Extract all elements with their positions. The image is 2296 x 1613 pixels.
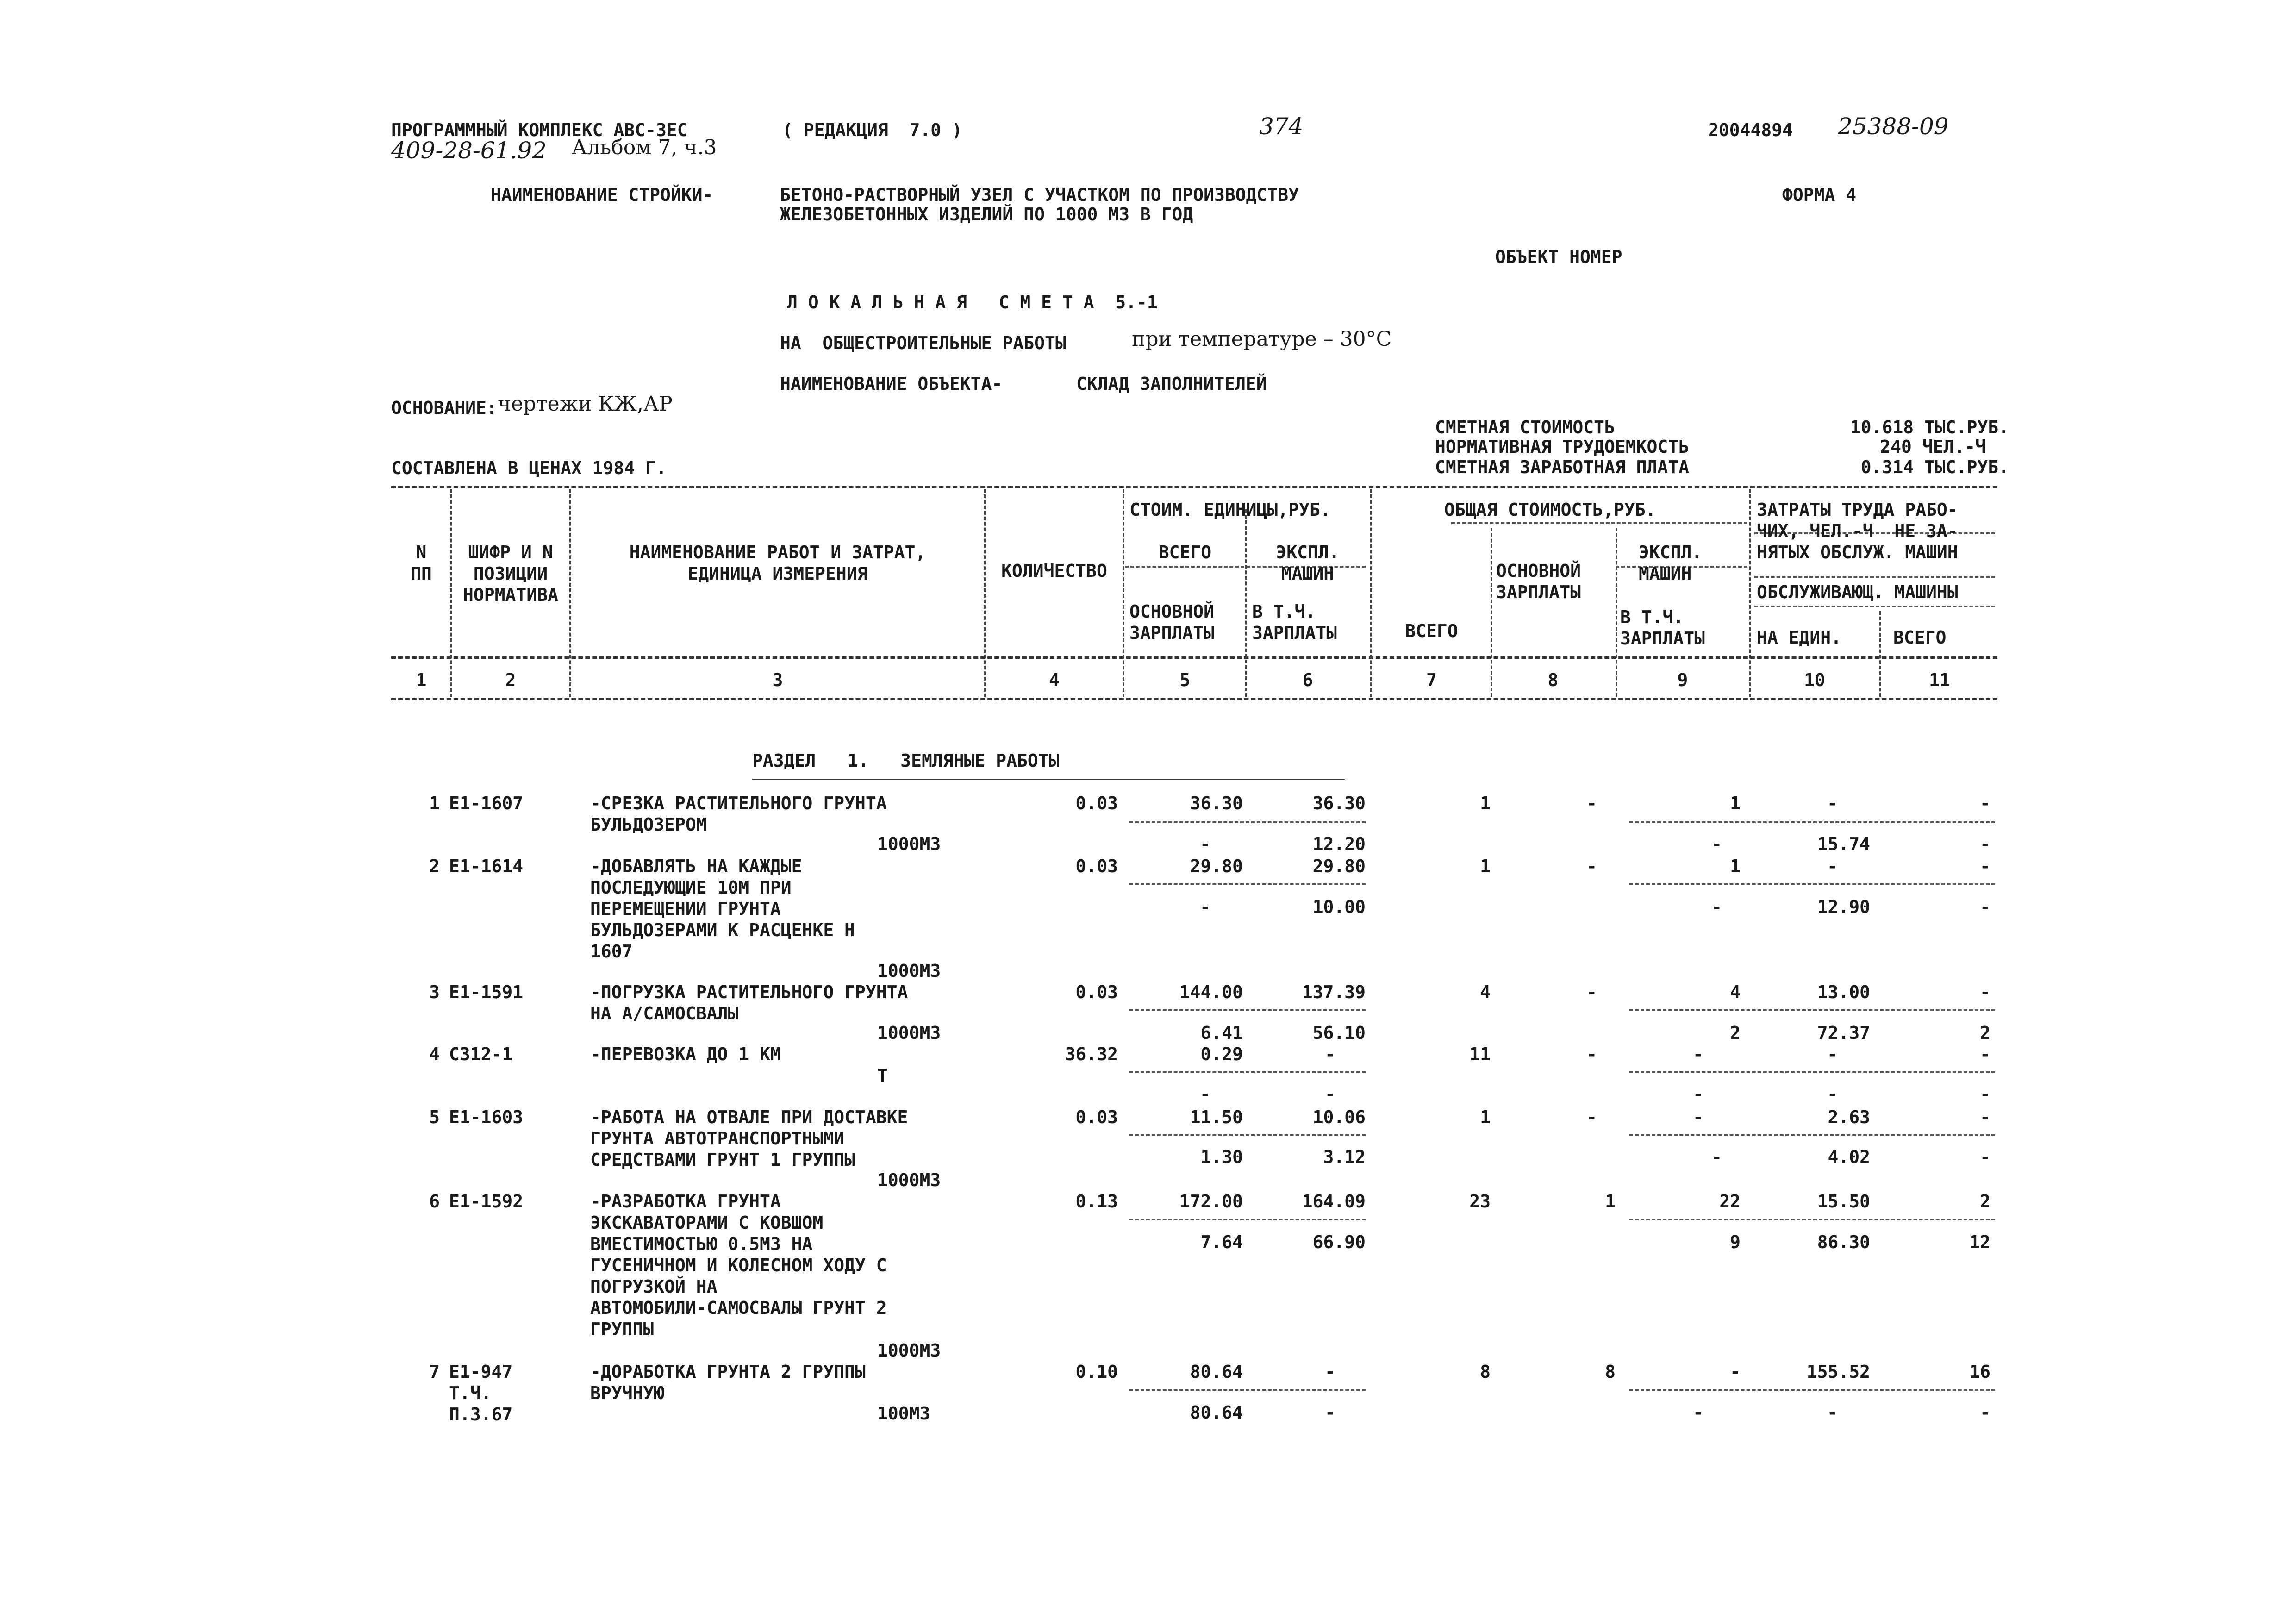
row-unit-total: 0.29 <box>1200 1044 1243 1064</box>
row-labor-total: - <box>1980 982 1990 1002</box>
col-header-unit-mwage: В Т.Ч. ЗАРПЛАТЫ <box>1252 601 1337 643</box>
col-number: 1 <box>416 670 427 690</box>
row-total-mwage: - <box>1693 1084 1703 1104</box>
row-mach-total: - <box>1980 834 1990 854</box>
cell-divider <box>1629 1219 1995 1220</box>
col-header-n: N ПП <box>411 542 432 584</box>
row-unit: 1000М3 <box>877 1023 941 1043</box>
col-number: 11 <box>1929 670 1950 690</box>
row-mach-unit: 4.02 <box>1828 1147 1870 1167</box>
row-labor-total: 2 <box>1980 1191 1990 1212</box>
summary-cost-label: СМЕТНАЯ СТОИМОСТЬ <box>1435 417 1615 438</box>
row-labor-unit: - <box>1827 1044 1838 1064</box>
summary-cost-value: 10.618 ТЫС.РУБ. <box>1850 417 2009 438</box>
cell-divider <box>1129 1134 1366 1136</box>
col-sep <box>1616 528 1617 697</box>
row-total: 23 <box>1469 1191 1491 1212</box>
col-number: 2 <box>505 670 516 690</box>
row-total-mach: - <box>1693 1107 1703 1127</box>
row-total-wage: - <box>1586 1107 1597 1127</box>
estimate-subtitle: НА ОБЩЕСТРОИТЕЛЬНЫЕ РАБОТЫ <box>780 333 1066 353</box>
program-name: ПРОГРАММНЫЙ КОМПЛЕКС АВС-ЗЕС <box>391 120 688 140</box>
row-total-mwage: - <box>1711 834 1722 854</box>
row-unit-wage: 6.41 <box>1200 1023 1243 1043</box>
row-unit-mach: 10.06 <box>1312 1107 1366 1127</box>
col-sep <box>1879 611 1881 697</box>
col-sep <box>450 489 452 697</box>
row-labor-unit: - <box>1827 856 1838 876</box>
row-unit-wage: 1.30 <box>1200 1147 1243 1167</box>
cell-divider <box>1129 1071 1366 1073</box>
row-labor-total: 16 <box>1969 1362 1990 1382</box>
row-labor-total: - <box>1980 856 1990 876</box>
cell-divider <box>1629 821 1995 823</box>
row-unit-mach: - <box>1325 1044 1335 1064</box>
row-name: -РАБОТА НА ОТВАЛЕ ПРИ ДОСТАВКЕ ГРУНТА АВТОТРАНСПОРТНЫМИ СРЕДСТВАМИ ГРУНТ 1 ГРУППЫ <box>590 1107 908 1170</box>
row-code: Е1-1591 <box>449 982 524 1002</box>
row-total: 1 <box>1480 793 1491 813</box>
col-number: 5 <box>1179 670 1191 690</box>
col-header-labor-total: ВСЕГО <box>1893 627 1947 648</box>
row-unit-wage: - <box>1200 834 1210 854</box>
row-qty: 36.32 <box>1065 1044 1118 1064</box>
row-name: -ДОБАВЛЯТЬ НА КАЖДЫЕ ПОСЛЕДУЮЩИЕ 10М ПРИ ПЕРЕМЕЩЕНИИ ГРУНТА БУЛЬДОЗЕРАМИ К РАСЦЕНКЕ Н 1607 <box>590 856 855 962</box>
album-code: 409-28-61.92 <box>391 137 547 164</box>
row-mach-total: 12 <box>1969 1232 1990 1252</box>
row-total-mwage: 9 <box>1730 1232 1741 1252</box>
row-mach-total: - <box>1980 897 1990 917</box>
group-labor-rule2 <box>1754 576 1995 578</box>
row-qty: 0.03 <box>1075 793 1118 813</box>
row-code: Е1-1607 <box>449 793 524 813</box>
row-mach-unit: 86.30 <box>1817 1232 1870 1252</box>
group-header-unit-cost: СТОИМ. ЕДИНИЦЫ,РУБ. <box>1129 500 1331 520</box>
row-unit-mach: - <box>1325 1362 1335 1382</box>
cell-divider <box>1629 1389 1995 1391</box>
row-labor-total: - <box>1980 1044 1990 1064</box>
row-unit-mwage: - <box>1325 1402 1335 1423</box>
construction-line1: БЕТОНО-РАСТВОРНЫЙ УЗЕЛ С УЧАСТКОМ ПО ПРОИЗВОДСТВУ <box>780 185 1299 205</box>
row-qty: 0.10 <box>1075 1362 1118 1382</box>
col-number: 3 <box>772 670 783 690</box>
construction-label: НАИМЕНОВАНИЕ СТРОЙКИ- <box>491 185 713 205</box>
row-unit-wage: - <box>1200 1084 1210 1104</box>
col-sep <box>1370 489 1372 697</box>
row-total-mach: 22 <box>1719 1191 1741 1212</box>
row-total-wage: - <box>1586 1044 1597 1064</box>
row-unit-wage: 80.64 <box>1190 1402 1243 1423</box>
row-code: С312-1 <box>449 1044 513 1064</box>
row-n: 7 <box>429 1362 440 1382</box>
group-header-labor-mach: ОБСЛУЖИВАЮЩ. МАШИНЫ <box>1757 582 1958 602</box>
col-number: 4 <box>1049 670 1060 690</box>
row-labor-total: - <box>1980 793 1990 813</box>
row-total-mach: - <box>1730 1362 1741 1382</box>
cell-divider <box>1629 1009 1995 1011</box>
row-unit-mwage: - <box>1325 1084 1335 1104</box>
col-sep <box>1123 489 1124 697</box>
col-number: 8 <box>1547 670 1559 690</box>
row-mach-total: - <box>1980 1084 1990 1104</box>
cell-divider <box>1629 1071 1995 1073</box>
row-mach-unit: 12.90 <box>1817 897 1870 917</box>
col-number: 9 <box>1677 670 1688 690</box>
table-header-rule <box>391 656 1997 659</box>
doc-code-handwritten: 25388-09 <box>1838 113 1949 140</box>
col-sep <box>569 489 571 697</box>
col-header-unit-wage: ОСНОВНОЙ ЗАРПЛАТЫ <box>1129 601 1215 643</box>
row-mach-unit: - <box>1827 1402 1838 1423</box>
col-header-total: ВСЕГО <box>1405 621 1458 641</box>
row-total-wage: - <box>1586 982 1597 1002</box>
object-name-label: НАИМЕНОВАНИЕ ОБЪЕКТА- <box>780 374 1003 394</box>
album-label: Альбом 7, ч.3 <box>572 136 717 159</box>
cell-divider <box>1129 883 1366 885</box>
estimate-subtitle-handwritten: при температуре – 30°С <box>1132 327 1392 351</box>
group-labor-rule3 <box>1754 606 1995 607</box>
row-unit: 1000М3 <box>877 834 941 854</box>
col-sep <box>1749 489 1751 697</box>
row-labor-unit: - <box>1827 793 1838 813</box>
construction-line2: ЖЕЛЕЗОБЕТОННЫХ ИЗДЕЛИЙ ПО 1000 М3 В ГОД <box>780 204 1193 225</box>
prices-basis: СОСТАВЛЕНА В ЦЕНАХ 1984 Г. <box>391 458 667 478</box>
row-unit-total: 80.64 <box>1190 1362 1243 1382</box>
row-unit-mach: 164.09 <box>1302 1191 1366 1212</box>
group-total-rule <box>1451 522 1747 524</box>
col-number: 6 <box>1302 670 1313 690</box>
summary-labor-value: 240 ЧЕЛ.-Ч <box>1880 437 1986 457</box>
row-unit-mach: 137.39 <box>1302 982 1366 1002</box>
col-header-total-wage: ОСНОВНОЙ ЗАРПЛАТЫ <box>1496 561 1581 602</box>
row-unit-mwage: 10.00 <box>1312 897 1366 917</box>
row-total-mach: 1 <box>1730 793 1741 813</box>
row-unit: Т <box>877 1065 888 1086</box>
col-header-total-mach: ЭКСПЛ. МАШИН <box>1639 542 1703 584</box>
row-unit-total: 29.80 <box>1190 856 1243 876</box>
col-sep <box>1245 509 1247 697</box>
row-unit-mach: 36.30 <box>1312 793 1366 813</box>
row-total: 1 <box>1480 856 1491 876</box>
row-unit-mwage: 3.12 <box>1323 1147 1366 1167</box>
row-qty: 0.03 <box>1075 982 1118 1002</box>
table-numbers-rule <box>391 698 1997 700</box>
page-number: 374 <box>1259 113 1304 140</box>
edition: ( РЕДАКЦИЯ 7.0 ) <box>782 120 962 140</box>
summary-wage-value: 0.314 ТЫС.РУБ. <box>1860 457 2009 477</box>
row-labor-unit: 13.00 <box>1817 982 1870 1002</box>
row-name: -РАЗРАБОТКА ГРУНТА ЭКСКАВАТОРАМИ С КОВШОМ ВМЕСТИМОСТЬЮ 0.5М3 НА ГУСЕНИЧНОМ И КОЛЕСНОМ ХОДУ С ПОГРУЗКОЙ НА АВТОМОБИЛИ-САМОСВАЛЫ ГРУНТ 2 ГРУППЫ <box>590 1191 887 1339</box>
cell-divider <box>1629 883 1995 885</box>
row-unit-total: 172.00 <box>1179 1191 1243 1212</box>
row-code: Е1-1603 <box>449 1107 524 1127</box>
row-unit-mwage: 12.20 <box>1312 834 1366 854</box>
col-header-name: НАИМЕНОВАНИЕ РАБОТ И ЗАТРАТ, ЕДИНИЦА ИЗМЕРЕНИЯ <box>629 542 926 584</box>
col-header-qty: КОЛИЧЕСТВО <box>1001 561 1107 581</box>
row-name: -ПЕРЕВОЗКА ДО 1 КМ <box>590 1044 781 1064</box>
col-sep <box>984 489 986 697</box>
row-qty: 0.03 <box>1075 1107 1118 1127</box>
row-unit: 1000М3 <box>877 1340 941 1361</box>
row-total: 11 <box>1469 1044 1491 1064</box>
row-code: Е1-1592 <box>449 1191 524 1212</box>
row-mach-total: - <box>1980 1147 1990 1167</box>
summary-wage-label: СМЕТНАЯ ЗАРАБОТНАЯ ПЛАТА <box>1435 457 1690 477</box>
summary-labor-label: НОРМАТИВНАЯ ТРУДОЕМКОСТЬ <box>1435 437 1690 457</box>
row-mach-unit: - <box>1827 1084 1838 1104</box>
col-header-unit-total: ВСЕГО <box>1158 542 1212 563</box>
col-header-labor-unit: НА ЕДИН. <box>1757 627 1842 648</box>
row-n: 4 <box>429 1044 440 1064</box>
estimate-title: Л О К А Л Ь Н А Я С М Е Т А 5.-1 <box>787 292 1158 313</box>
form-label: ФОРМА 4 <box>1782 185 1857 205</box>
row-labor-unit: 2.63 <box>1828 1107 1870 1127</box>
cell-divider <box>1129 821 1366 823</box>
cell-divider <box>1129 1009 1366 1011</box>
col-number: 7 <box>1426 670 1437 690</box>
row-mach-unit: 72.37 <box>1817 1023 1870 1043</box>
row-mach-unit: 15.74 <box>1817 834 1870 854</box>
row-total-mwage: - <box>1693 1402 1703 1423</box>
group-header-total-cost: ОБЩАЯ СТОИМОСТЬ,РУБ. <box>1444 500 1656 520</box>
row-total: 4 <box>1480 982 1491 1002</box>
row-n: 1 <box>429 793 440 813</box>
row-n: 6 <box>429 1191 440 1212</box>
section-underline <box>752 778 1345 782</box>
cell-divider <box>1629 1134 1995 1136</box>
row-unit-total: 144.00 <box>1179 982 1243 1002</box>
cell-divider <box>1129 1389 1366 1391</box>
row-unit-wage: - <box>1200 897 1210 917</box>
row-total-mwage: 2 <box>1730 1023 1741 1043</box>
row-code: Е1-1614 <box>449 856 524 876</box>
row-mach-total: - <box>1980 1402 1990 1423</box>
row-unit: 1000М3 <box>877 1170 941 1190</box>
row-mach-total: 2 <box>1980 1023 1990 1043</box>
row-unit-mwage: 56.10 <box>1312 1023 1366 1043</box>
table-top-rule <box>391 486 1997 488</box>
row-code: Е1-947 Т.Ч. П.3.67 <box>449 1362 513 1425</box>
row-name: -СРЕЗКА РАСТИТЕЛЬНОГО ГРУНТА БУЛЬДОЗЕРОМ <box>590 793 887 835</box>
row-unit-mwage: 66.90 <box>1312 1232 1366 1252</box>
row-name: -ДОРАБОТКА ГРУНТА 2 ГРУППЫ ВРУЧНУЮ <box>590 1362 866 1403</box>
row-total-mwage: - <box>1711 897 1722 917</box>
row-total-wage: - <box>1586 856 1597 876</box>
row-labor-unit: 15.50 <box>1817 1191 1870 1212</box>
col-header-unit-mach: ЭКСПЛ. МАШИН <box>1276 542 1340 584</box>
row-unit: 1000М3 <box>877 961 941 981</box>
row-n: 3 <box>429 982 440 1002</box>
row-unit-total: 11.50 <box>1190 1107 1243 1127</box>
row-name: -ПОГРУЗКА РАСТИТЕЛЬНОГО ГРУНТА НА А/САМОСВАЛЫ <box>590 982 908 1024</box>
row-unit-wage: 7.64 <box>1200 1232 1243 1252</box>
cell-divider <box>1129 1219 1366 1220</box>
row-labor-unit: 155.52 <box>1806 1362 1870 1382</box>
row-unit-mach: 29.80 <box>1312 856 1366 876</box>
row-unit: 100М3 <box>877 1403 930 1424</box>
object-name: СКЛАД ЗАПОЛНИТЕЛЕЙ <box>1076 374 1267 394</box>
row-total-mwage: - <box>1711 1147 1722 1167</box>
row-n: 2 <box>429 856 440 876</box>
row-total: 1 <box>1480 1107 1491 1127</box>
basis-handwritten: чертежи КЖ,АР <box>498 392 673 416</box>
row-qty: 0.03 <box>1075 856 1118 876</box>
basis-label: ОСНОВАНИЕ: <box>391 398 497 418</box>
group-header-labor: ЗАТРАТЫ ТРУДА РАБО- ЧИХ, ЧЕЛ.-Ч НЕ ЗА- НЯТЫХ ОБСЛУЖ. МАШИН <box>1757 500 1958 563</box>
object-number: ОБЪЕКТ НОМЕР <box>1495 247 1622 267</box>
row-total-mach: 4 <box>1730 982 1741 1002</box>
col-number: 10 <box>1804 670 1825 690</box>
row-total-mach: - <box>1693 1044 1703 1064</box>
col-sep <box>1491 528 1492 697</box>
row-total-wage: - <box>1586 793 1597 813</box>
section-title: РАЗДЕЛ 1. ЗЕМЛЯНЫЕ РАБОТЫ <box>752 750 1060 771</box>
row-unit-total: 36.30 <box>1190 793 1243 813</box>
row-labor-total: - <box>1980 1107 1990 1127</box>
col-header-code: ШИФР И N ПОЗИЦИИ НОРМАТИВА <box>463 542 558 605</box>
row-n: 5 <box>429 1107 440 1127</box>
row-total: 8 <box>1480 1362 1491 1382</box>
doc-code: 20044894 <box>1708 120 1793 140</box>
row-qty: 0.13 <box>1075 1191 1118 1212</box>
col-header-total-mwage: В Т.Ч. ЗАРПЛАТЫ <box>1620 607 1705 649</box>
row-total-wage: 8 <box>1605 1362 1616 1382</box>
row-total-mach: 1 <box>1730 856 1741 876</box>
row-total-wage: 1 <box>1605 1191 1616 1212</box>
